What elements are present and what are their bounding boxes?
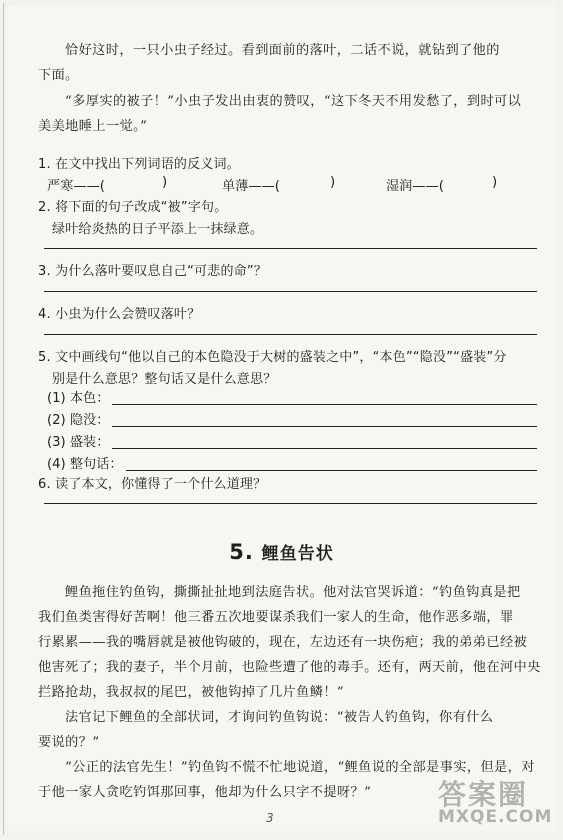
question-4: 4. 小虫为什么会赞叹落叶？ bbox=[38, 307, 201, 322]
passage-line: 我们鱼类害得好苦啊！他三番五次地要谋杀我们一家人的生命，他作恶多端，罪 bbox=[38, 610, 514, 625]
question-5-cont: 别是什么意思？整句话又是什么意思？ bbox=[52, 372, 277, 387]
question-2-sentence: 绿叶给炎热的日子平添上一抹绿意。 bbox=[52, 222, 264, 237]
watermark bbox=[434, 773, 554, 833]
question-3: 3. 为什么落叶要叹息自己“可悲的命”？ bbox=[38, 264, 268, 279]
antonym-prompt-2: 单薄——( bbox=[222, 179, 280, 194]
workbook-page bbox=[3, 3, 559, 835]
passage-line: “公正的法官先生！”钓鱼钩不慌不忙地说道，“鲤鱼说的全部是事实，但是，对 bbox=[65, 760, 535, 775]
passage-line: 法官记下鲤鱼的全部状词，才询问钓鱼钩说：“被告人钓鱼钩，你有什么 bbox=[65, 710, 494, 725]
question-2: 2. 将下面的句子改成“被”字句。 bbox=[38, 200, 228, 215]
question-1: 1. 在文中找出下列词语的反义词。 bbox=[38, 157, 240, 172]
q5-sub-b: (2) 隐没： bbox=[47, 413, 110, 428]
passage-line: 要说的？” bbox=[38, 735, 100, 750]
answer-line[interactable] bbox=[44, 334, 537, 335]
passage-line: 下面。 bbox=[38, 68, 79, 83]
antonym-prompt-3: 湿润——( bbox=[386, 179, 444, 194]
passage-line: 鲤鱼拖住钓鱼钩，撕撕扯扯地到法庭告状。他对法官哭诉道：“钓鱼钩真是把 bbox=[65, 585, 521, 600]
page-number: 3 bbox=[266, 811, 274, 825]
passage-line: 他害死了；我的妻子，半个月前，也险些遭了他的毒手。还有，两天前，他在河中央 bbox=[38, 660, 541, 675]
paren-close: ) bbox=[492, 175, 498, 190]
section-heading: 鲤鱼告状 bbox=[261, 544, 334, 564]
watermark-url: MXQE.COM bbox=[438, 807, 553, 827]
passage-line: 美美地睡上一觉。” bbox=[38, 119, 148, 134]
watermark-text: 答案圈 bbox=[438, 778, 529, 811]
answer-line[interactable] bbox=[126, 470, 537, 471]
passage-line: 恰好这时，一只小虫子经过。看到面前的落叶，二话不说，就钻到了他的 bbox=[65, 43, 500, 58]
passage-line: “多厚实的被子！”小虫子发出由衷的赞叹，“这下冬天不用发愁了，到时可以 bbox=[65, 94, 522, 109]
question-5: 5. 文中画线句“他以自己的本色隐没于大树的盛装之中”，“本色”“隐没”“盛装”分 bbox=[38, 350, 507, 365]
section-title bbox=[4, 539, 559, 564]
passage-line: 行累累——我的嘴唇就是被他钩破的，现在，左边还有一块伤疤；我的弟弟已经被 bbox=[38, 635, 528, 650]
question-6: 6. 读了本文，你懂得了一个什么道理？ bbox=[38, 477, 267, 492]
paren-close: ) bbox=[162, 175, 168, 190]
answer-line[interactable] bbox=[44, 291, 537, 292]
paren-close: ) bbox=[330, 175, 336, 190]
antonym-prompt-1: 严寒——( bbox=[47, 179, 105, 194]
q5-sub-a: (1) 本色： bbox=[47, 391, 110, 406]
answer-line[interactable] bbox=[112, 448, 537, 449]
answer-line[interactable] bbox=[44, 503, 537, 504]
section-number: 5. bbox=[229, 540, 254, 564]
q5-sub-c: (3) 盛装： bbox=[47, 435, 110, 450]
passage-line: 于他一家人贪吃钓饵那回事，他却为什么只字不提呀？” bbox=[38, 785, 372, 800]
passage-line: 拦路抢劫，我叔叔的尾巴，被他钩掉了几片鱼鳞！” bbox=[38, 685, 345, 700]
answer-line[interactable] bbox=[44, 248, 537, 249]
answer-line[interactable] bbox=[112, 404, 537, 405]
answer-line[interactable] bbox=[112, 426, 537, 427]
q5-sub-d: (4) 整句话： bbox=[47, 457, 123, 472]
